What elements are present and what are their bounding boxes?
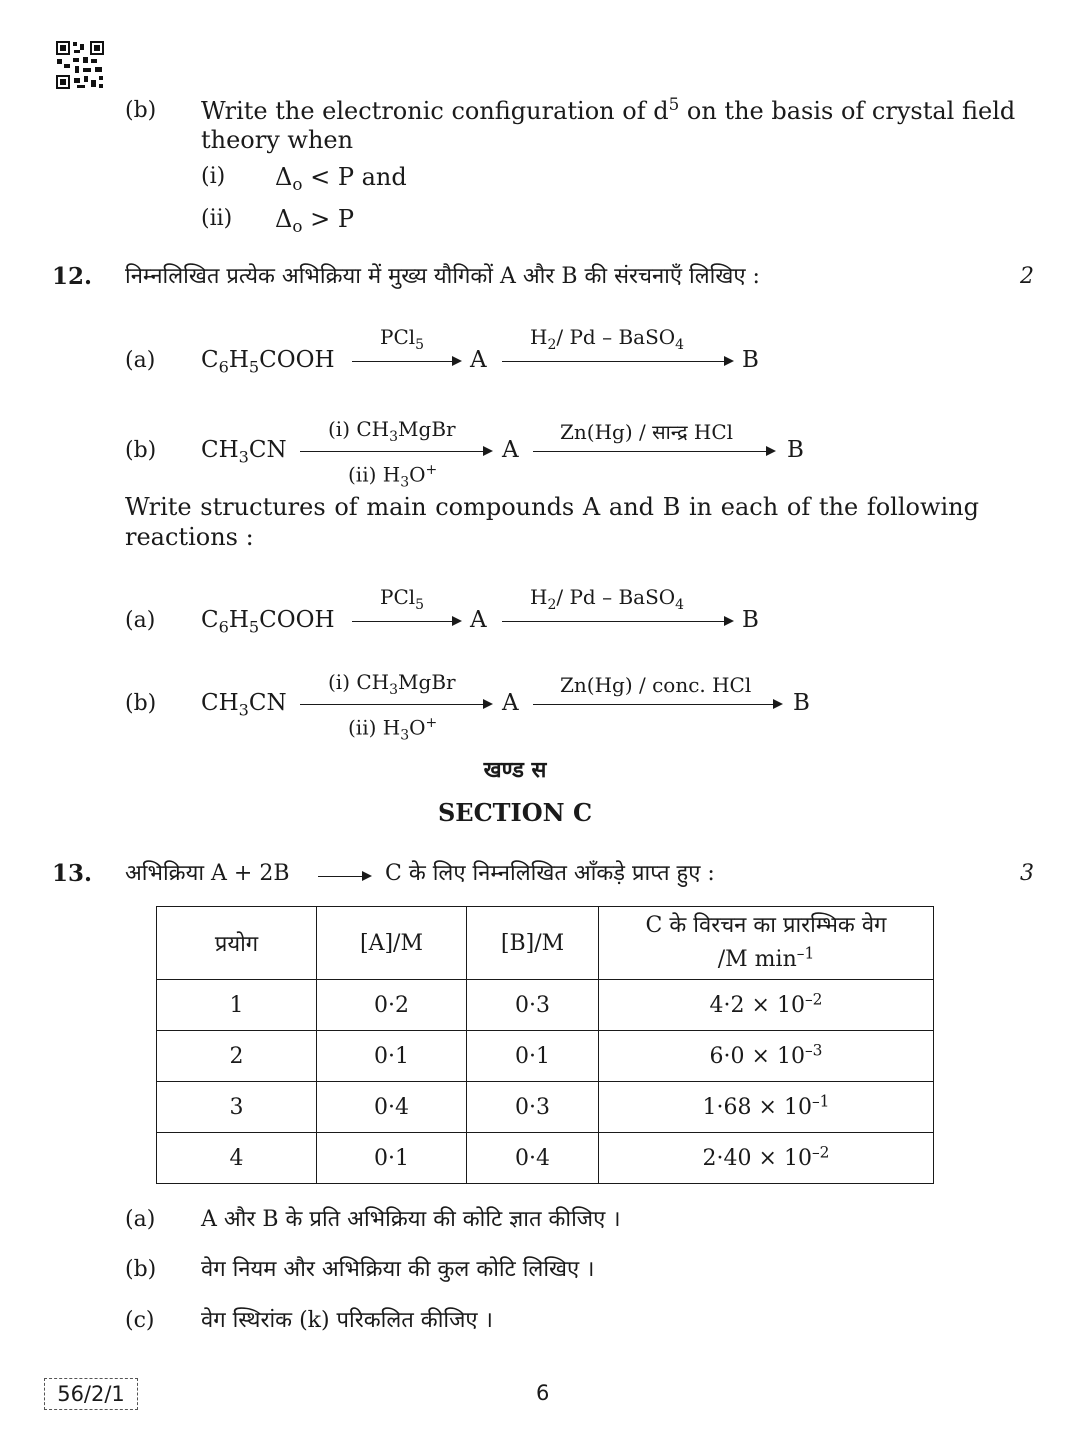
grignard-rest: MgBr (398, 417, 456, 441)
q11b-ii-text (275, 204, 354, 237)
arrow-head-icon (724, 616, 734, 626)
h-text: H (530, 585, 548, 609)
q13-part-b-text: वेग नियम और अभिक्रिया की कुल कोटि लिखिए । (201, 1257, 595, 1282)
pd-sub: 4 (675, 337, 685, 353)
arrow-head-icon (724, 356, 734, 366)
pd-text: / Pd – BaSO (556, 585, 676, 609)
delta-symbol: Δ (275, 205, 293, 233)
table-row (157, 1082, 934, 1133)
benzoic-acid: $C_6H_5COOH$ (201, 607, 335, 637)
grignard-sub: 3 (389, 682, 399, 698)
compound-a: A (502, 690, 519, 716)
q13-prompt-b: C के लिए निम्नलिखित आँकड़े प्राप्त हुए : (385, 861, 715, 886)
cell-b: 0·3 (467, 980, 599, 1031)
cell-a: 0·4 (317, 1082, 467, 1133)
header-rate-line2 (599, 943, 933, 977)
arrow-line (502, 621, 724, 622)
h3o-rest: O (409, 462, 426, 487)
h2-pd-reagent (530, 325, 684, 357)
cell-b: 0·4 (467, 1133, 599, 1184)
header-rate-line1: C के विरचन का प्रारम्भिक वेग (645, 913, 887, 938)
rate-mantissa: 1·68 × 10 (702, 1094, 812, 1120)
arrow-head-icon (362, 871, 372, 881)
header-experiment: प्रयोग (157, 907, 317, 980)
rate-mantissa: 2·40 × 10 (702, 1145, 812, 1171)
cell-exp: 4 (157, 1133, 317, 1184)
table-row (157, 980, 934, 1031)
table-row (157, 1133, 934, 1184)
h3o-text: (ii) H (348, 715, 401, 740)
q11b-i-body: < P and (310, 163, 407, 191)
cell-a: 0·1 (317, 1133, 467, 1184)
h-sub: 2 (547, 597, 557, 613)
arrow-head-icon (483, 699, 493, 709)
delta-sub: o (292, 174, 303, 195)
q11b-ii-label: (ii) (201, 206, 233, 231)
q12-en-a-label: (a) (125, 608, 156, 633)
pcl-text: PCl (380, 325, 416, 349)
h3o-sup: + (425, 715, 438, 731)
arrow-head-icon (452, 356, 462, 366)
cell-exp: 2 (157, 1031, 317, 1082)
header-b-conc: [B]/M (467, 907, 599, 980)
arrow-line (300, 451, 483, 452)
q13-part-a-label: (a) (125, 1207, 156, 1232)
q11b-i-label: (i) (201, 164, 226, 189)
cell-rate (599, 980, 934, 1031)
paper-code: 56/2/1 (44, 1378, 138, 1410)
cell-exp: 1 (157, 980, 317, 1031)
compound-b: B (793, 690, 810, 716)
q12-en-b-label: (b) (125, 691, 157, 716)
q13-part-b-label: (b) (125, 1257, 157, 1282)
pd-sub: 4 (675, 597, 685, 613)
cell-rate (599, 1082, 934, 1133)
grignard-reagent (328, 417, 456, 449)
h-text: H (530, 325, 548, 349)
compound-a: A (470, 347, 487, 373)
arrow-head-icon (773, 699, 783, 709)
compound-b: B (742, 607, 759, 633)
cell-rate (599, 1031, 934, 1082)
q11b-ii-body: > P (310, 205, 354, 233)
q13-part-c-text: वेग स्थिरांक (k) परिकलित कीजिए । (201, 1308, 493, 1333)
section-heading-hindi: खण्ड स (483, 757, 547, 783)
compound-a: A (470, 607, 487, 633)
clemmensen-reagent-english: Zn(Hg) / conc. HCl (560, 673, 752, 697)
arrow-line (502, 361, 724, 362)
arrow-line (352, 361, 452, 362)
q12-hindi-prompt: निम्नलिखित प्रत्येक अभिक्रिया में मुख्य यौगिकों A और B की संरचनाएँ लिखिए : (125, 264, 760, 289)
h-sub: 2 (547, 337, 557, 353)
q12-english-prompt-line1: Write structures of main compounds A and B in each of the following (125, 493, 979, 521)
cell-b: 0·1 (467, 1031, 599, 1082)
h3o-sub: 3 (400, 727, 410, 744)
header-rate-sup: –1 (796, 944, 815, 963)
pcl5-reagent (380, 585, 424, 617)
q12-number: 12. (52, 263, 93, 290)
q13-part-c-label: (c) (125, 1308, 155, 1333)
cell-exp: 3 (157, 1082, 317, 1133)
pcl-sub: 5 (415, 597, 425, 613)
arrow-head-icon (483, 446, 493, 456)
section-heading-english: SECTION C (437, 798, 593, 827)
delta-sub: o (292, 216, 303, 237)
grignard-text: (i) CH (328, 417, 390, 441)
cell-rate (599, 1133, 934, 1184)
pcl5-reagent (380, 325, 424, 357)
q11b-text-line1 (201, 93, 1016, 126)
q11b-text-a: Write the electronic configuration of d (201, 97, 669, 125)
cell-a: 0·2 (317, 980, 467, 1031)
q11b-text-b: on the basis of crystal field (679, 97, 1016, 125)
arrow-line (533, 451, 766, 452)
rate-mantissa: 4·2 × 10 (709, 992, 805, 1018)
h3o-sup: + (425, 462, 438, 478)
acetonitrile: $CH_3CN$ (201, 690, 287, 720)
compound-a: A (502, 437, 519, 463)
arrow-head-icon (452, 616, 462, 626)
q13-number: 13. (52, 860, 93, 887)
q12-hi-b-label: (b) (125, 438, 157, 463)
grignard-rest: MgBr (398, 670, 456, 694)
rate-exponent: –1 (811, 1091, 830, 1110)
delta-symbol: Δ (275, 163, 293, 191)
q11b-label: (b) (125, 98, 157, 123)
cell-b: 0·3 (467, 1082, 599, 1133)
pcl-sub: 5 (415, 337, 425, 353)
rate-exponent: –2 (804, 989, 823, 1008)
rate-data-table (156, 906, 934, 1184)
compound-b: B (787, 437, 804, 463)
acetonitrile: $CH_3CN$ (201, 437, 287, 467)
h3o-sub: 3 (400, 474, 410, 491)
header-rate (599, 907, 934, 980)
table-row (157, 1031, 934, 1082)
grignard-sub: 3 (389, 429, 399, 445)
arrow-head-icon (766, 446, 776, 456)
rate-exponent: –3 (804, 1040, 823, 1059)
arrow-line (300, 704, 483, 705)
q12-marks: 2 (1020, 264, 1034, 289)
pd-text: / Pd – BaSO (556, 325, 676, 349)
pcl-text: PCl (380, 585, 416, 609)
grignard-text: (i) CH (328, 670, 390, 694)
q13-part-a-text: A और B के प्रति अभिक्रिया की कोटि ज्ञात कीजिए । (201, 1207, 621, 1232)
header-a-conc: [A]/M (317, 907, 467, 980)
rate-mantissa: 6·0 × 10 (709, 1043, 805, 1069)
q12-hi-a-label: (a) (125, 348, 156, 373)
h3o-rest: O (409, 715, 426, 740)
table-header-row (157, 907, 934, 980)
hydronium-reagent (348, 711, 437, 748)
q13-prompt-a: अभिक्रिया A + 2B (125, 861, 290, 886)
benzoic-acid: $C_6H_5COOH$ (201, 347, 335, 377)
header-rate-unit: /M min (717, 947, 797, 972)
q13-marks: 3 (1020, 861, 1034, 886)
q11b-sup: 5 (668, 93, 680, 114)
cell-a: 0·1 (317, 1031, 467, 1082)
clemmensen-reagent-hindi: Zn(Hg) / सान्द्र HCl (560, 420, 734, 444)
q11b-i-text (275, 162, 407, 195)
qr-code-icon (55, 40, 105, 90)
q12-english-prompt-line2: reactions : (125, 523, 254, 551)
page-number: 6 (536, 1381, 550, 1405)
arrow-line (352, 621, 452, 622)
hydronium-reagent (348, 458, 437, 495)
rate-exponent: –2 (811, 1142, 830, 1161)
h3o-text: (ii) H (348, 462, 401, 487)
h2-pd-reagent (530, 585, 684, 617)
arrow-line (318, 876, 362, 877)
grignard-reagent (328, 670, 456, 702)
arrow-line (533, 704, 773, 705)
compound-b: B (742, 347, 759, 373)
q11b-text-line2: theory when (201, 126, 354, 154)
